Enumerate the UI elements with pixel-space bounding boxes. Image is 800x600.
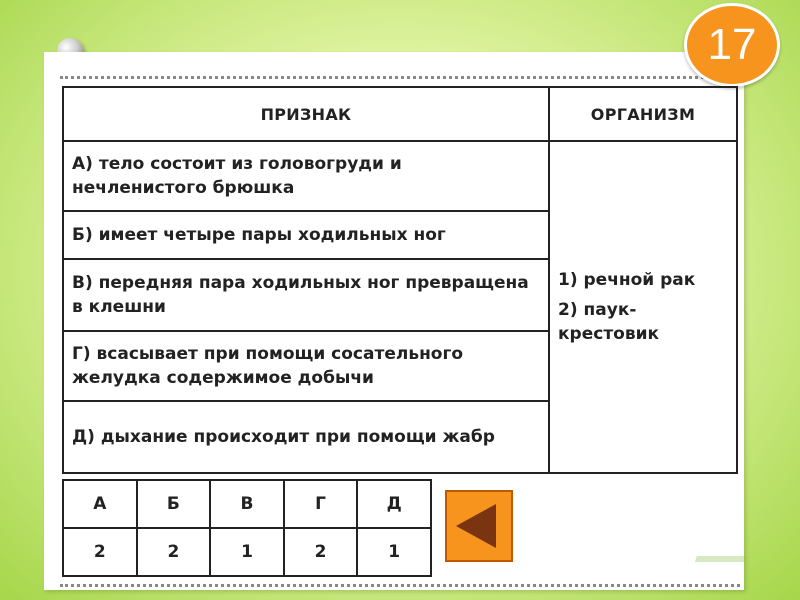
back-button[interactable] — [445, 490, 513, 562]
answer-letter: Д — [357, 480, 431, 528]
feature-a: А) тело состоит из головогруди и нечленистого брюшка — [63, 141, 549, 211]
answer-value: 2 — [284, 528, 358, 576]
answer-letter: В — [210, 480, 284, 528]
matching-table — [62, 86, 738, 474]
answer-letter: Б — [137, 480, 211, 528]
answer-letter: А — [63, 480, 137, 528]
header-feature: ПРИЗНАК — [63, 87, 549, 141]
slide-number-badge: 17 — [684, 3, 780, 87]
triangle-left-icon — [456, 504, 496, 548]
organism-2: 2) паук-крестовик — [558, 300, 660, 344]
feature-d: Д) дыхание происходит при помощи жабр — [63, 401, 549, 473]
clipped-text-top — [60, 76, 740, 85]
organism-list — [549, 141, 737, 473]
table-header-row — [63, 87, 737, 141]
header-organism: ОРГАНИЗМ — [549, 87, 737, 141]
answer-letter: Г — [284, 480, 358, 528]
answer-values-row — [63, 528, 431, 576]
answer-table — [62, 479, 432, 577]
table-row — [63, 141, 737, 211]
answer-letters-row — [63, 480, 431, 528]
answer-value: 1 — [357, 528, 431, 576]
organism-1: 1) речной рак — [558, 270, 696, 290]
answer-value: 2 — [63, 528, 137, 576]
clipped-text-bottom — [60, 584, 740, 593]
feature-v: В) передняя пара ходильных ног превращена в клешни — [63, 259, 549, 331]
feature-g: Г) всасывает при помощи сосательного желудка содержимое добычи — [63, 331, 549, 401]
answer-value: 2 — [137, 528, 211, 576]
answer-value: 1 — [210, 528, 284, 576]
feature-b: Б) имеет четыре пары ходильных ног — [63, 211, 549, 259]
